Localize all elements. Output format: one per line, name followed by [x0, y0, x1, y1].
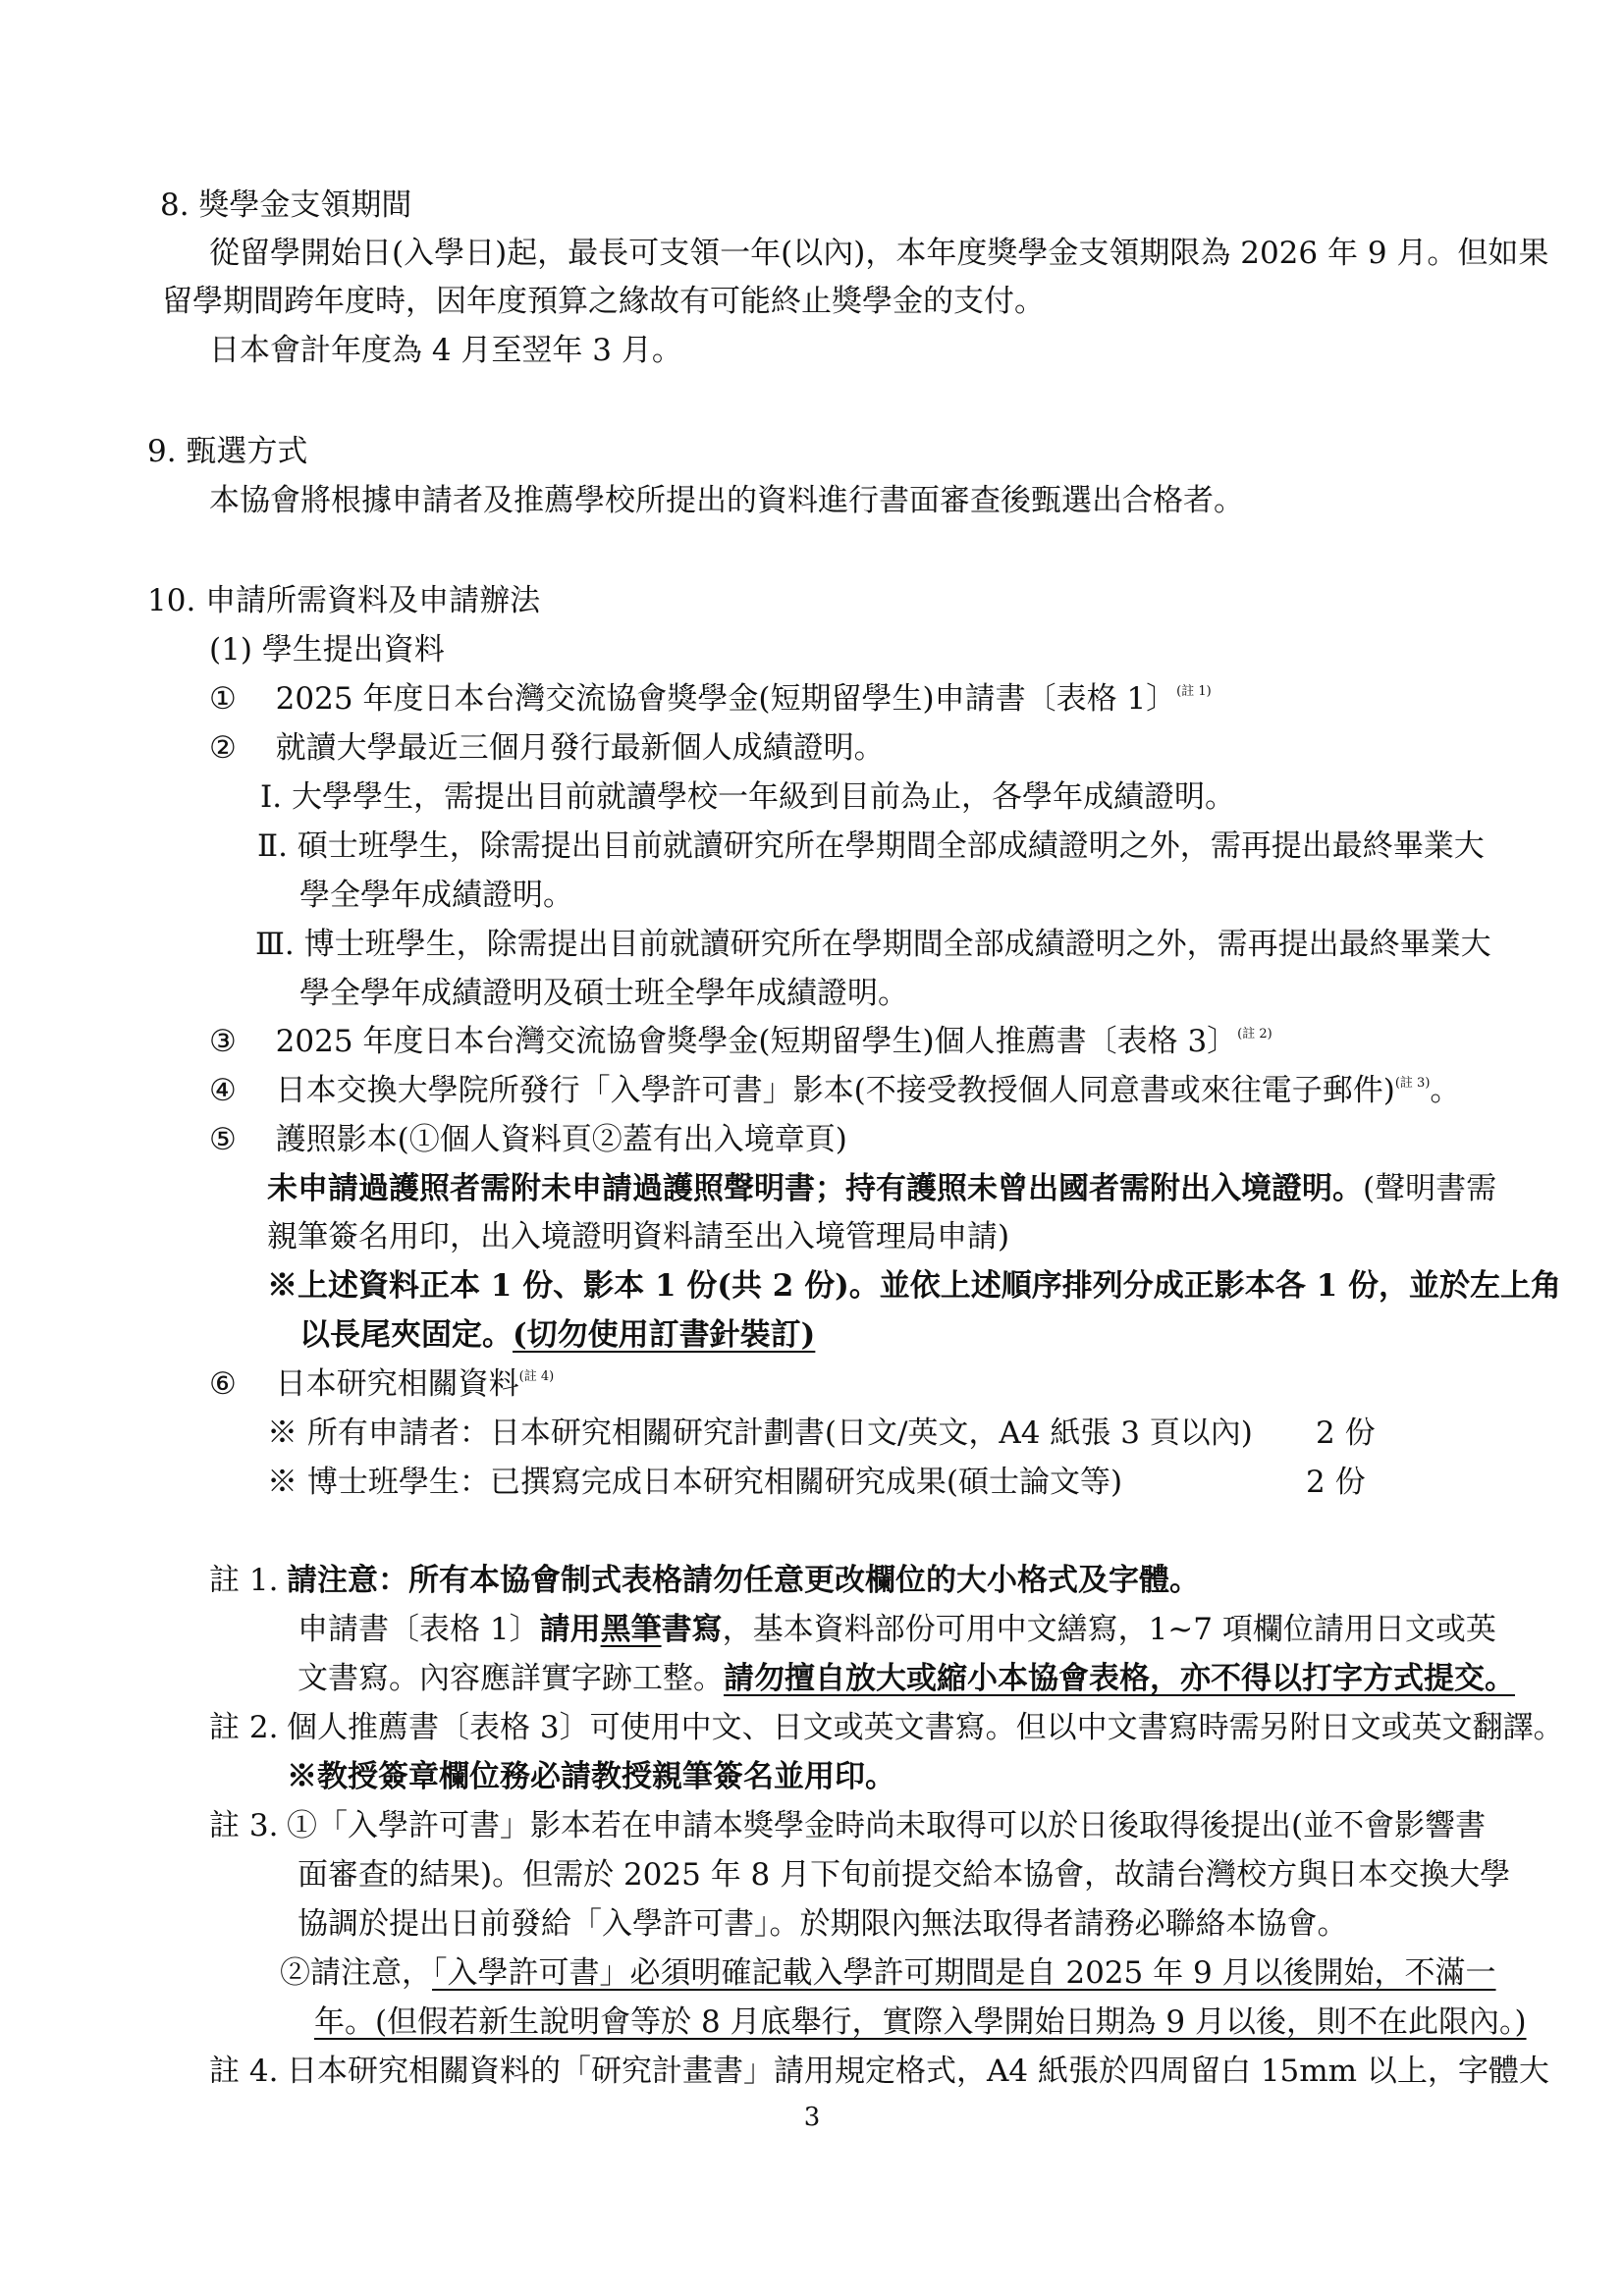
item-number: ④ — [209, 1073, 237, 1108]
required-document-row: ※ 博士班學生：已撰寫完成日本研究相關研究成果(碩士論文等) — [267, 1465, 1123, 1500]
sub-list-item-continued: 學全學年成績證明及碩士班全學年成績證明。 — [299, 976, 908, 1011]
section-9-paragraph: 本協會將根據申請者及推薦學校所提出的資料進行書面審查後甄選出合格者。 — [209, 483, 1244, 518]
sub-list-item: Ⅰ. 大學學生，需提出目前就讀學校一年級到目前為止，各學年成績證明。 — [260, 779, 1235, 815]
item-number: ② — [209, 730, 237, 766]
section-9-heading: 9. 甄選方式 — [147, 434, 308, 469]
list-item — [209, 728, 885, 768]
list-item — [209, 1120, 847, 1159]
note-ref: (註 2) — [1237, 1027, 1272, 1041]
item-tail: 。 — [1430, 1073, 1461, 1108]
item-text: 日本交換大學院所發行「入學許可書」影本(不接受教授個人同意書或來往電子郵件) — [275, 1073, 1395, 1108]
note-1-text: ，基本資料部份可用中文繕寫，1~7 項欄位請用日文或英 — [722, 1612, 1496, 1647]
item-text: 2025 年度日本台灣交流協會獎學金(短期留學生)申請書〔表格 1〕 — [275, 681, 1177, 717]
item-text: 2025 年度日本台灣交流協會獎學金(短期留學生)個人推薦書〔表格 3〕 — [275, 1024, 1238, 1059]
section-8-heading: 8. 獎學金支領期間 — [160, 187, 412, 223]
black-pen: 黑筆 — [600, 1612, 662, 1647]
bold-requirement: 未申請過護照者需附未申請過護照聲明書；持有護照未曾出國者需附出入境證明。 — [267, 1171, 1363, 1206]
note-1-warning: 請注意：所有本協會制式表格請勿任意更改欄位的大小格式及字體。 — [287, 1563, 1200, 1598]
note-2-signature-warning: ※教授簽章欄位務必請教授親筆簽名並用印。 — [287, 1759, 895, 1794]
copies-note: ※上述資料正本 1 份、影本 1 份(共 2 份)。並依上述順序排列分成正影本各 1 份，並於左上角 — [267, 1268, 1561, 1304]
write-label: 書寫 — [661, 1612, 723, 1647]
admission-period-exception: 年。(但假若新生說明會等於 8 月底舉行，實際入學開始日期為 9 月以後，則不在此限內。) — [314, 2004, 1527, 2040]
note-3-label: 註 3. — [209, 1808, 279, 1843]
list-item — [209, 1022, 1272, 1061]
document-quantity: 2 份 — [1316, 1415, 1376, 1451]
item-text: 護照影本(①個人資料頁②蓋有出入境章頁) — [275, 1122, 847, 1157]
item-number: ③ — [209, 1024, 237, 1059]
item-number: ① — [209, 681, 237, 717]
note-1-text: 文書寫。內容應詳實字跡工整。 — [298, 1661, 724, 1696]
note-3-line: ①「入學許可書」影本若在申請本獎學金時尚未取得可以於日後取得後提出(並不會影響書 — [287, 1808, 1487, 1843]
page-number: 3 — [803, 2103, 821, 2132]
copies-note-continued — [299, 1315, 815, 1355]
sub-list-item: Ⅱ. 碩士班學生，除需提出目前就讀研究所在學期間全部成績證明之外，需再提出最終畢業大 — [257, 828, 1485, 864]
note-2-text: 個人推薦書〔表格 3〕可使用中文、日文或英文書寫。但以中文書寫時需另附日文或英文翻譯。 — [287, 1710, 1564, 1745]
note-2-label: 註 2. — [209, 1710, 279, 1745]
passport-requirement-line: 親筆簽名用印，出入境證明資料請至出入境管理局申請) — [267, 1219, 1010, 1255]
note-1-line — [298, 1610, 1496, 1649]
note-1-line — [298, 1659, 1515, 1698]
note-4-text: 日本研究相關資料的「研究計畫書」請用規定格式，A4 紙張於四周留白 15mm 以上，字體大 — [287, 2054, 1549, 2089]
note-3-attention: ②請注意， — [280, 1955, 432, 1991]
note-ref: (註 1) — [1176, 684, 1212, 699]
required-document-row: ※ 所有申請者：日本研究相關研究計劃書(日文/英文，A4 紙張 3 頁以內) — [267, 1415, 1253, 1451]
no-staple-warning: (切勿使用訂書針裝訂) — [513, 1317, 816, 1353]
item-text: 日本研究相關資料 — [275, 1366, 519, 1402]
sub-list-item: Ⅲ. 博士班學生，除需提出目前就讀研究所在學期間全部成績證明之外，需再提出最終畢業大 — [255, 927, 1491, 962]
note-4-label: 註 4. — [209, 2054, 279, 2089]
section-8-paragraph-line: 留學期間跨年度時，因年度預算之緣故有可能終止獎學金的支付。 — [162, 284, 1045, 319]
document-quantity: 2 份 — [1306, 1465, 1366, 1500]
list-item — [209, 1364, 554, 1404]
section-10-heading: 10. 申請所需資料及申請辦法 — [147, 583, 541, 618]
list-item — [209, 1071, 1460, 1110]
note-3-line: 協調於提出日前發給「入學許可書」。於期限內無法取得者請務必聯絡本協會。 — [298, 1906, 1348, 1942]
section-8-paragraph-line: 從留學開始日(入學日)起，最長可支領一年(以內)，本年度獎學金支領期限為 2026 年 9 月。但如果 — [209, 236, 1549, 271]
note-3-line — [280, 1953, 1496, 1993]
note-1-label: 註 1. — [209, 1563, 279, 1598]
list-item — [209, 679, 1212, 719]
note-ref: (註 4) — [518, 1369, 555, 1384]
copies-note-text: 以長尾夾固定。 — [299, 1317, 513, 1353]
note-3-line: 面審查的結果)。但需於 2025 年 8 月下旬前提交給本協會，故請台灣校方與日本交換大學 — [298, 1857, 1511, 1893]
subsection-heading: (1) 學生提出資料 — [209, 632, 445, 667]
passport-requirement-line — [267, 1169, 1496, 1208]
note-ref: (註 3) — [1394, 1076, 1431, 1091]
item-text: 就讀大學最近三個月發行最新個人成績證明。 — [275, 730, 885, 766]
requirement-rest: (聲明書需 — [1363, 1171, 1497, 1206]
item-number: ⑥ — [209, 1366, 237, 1402]
no-resize-warning: 請勿擅自放大或縮小本協會表格，亦不得以打字方式提交。 — [724, 1661, 1515, 1696]
admission-period-requirement: 「入學許可書」必須明確記載入學許可期間是自 2025 年 9 月以後開始，不滿一 — [432, 1955, 1496, 1991]
form-ref: 申請書〔表格 1〕 — [298, 1612, 540, 1647]
item-number: ⑤ — [209, 1122, 237, 1157]
section-8-paragraph-line: 日本會計年度為 4 月至翌年 3 月。 — [209, 333, 682, 368]
sub-list-item-continued: 學全學年成績證明。 — [299, 878, 573, 913]
use-label: 請用 — [539, 1612, 601, 1647]
